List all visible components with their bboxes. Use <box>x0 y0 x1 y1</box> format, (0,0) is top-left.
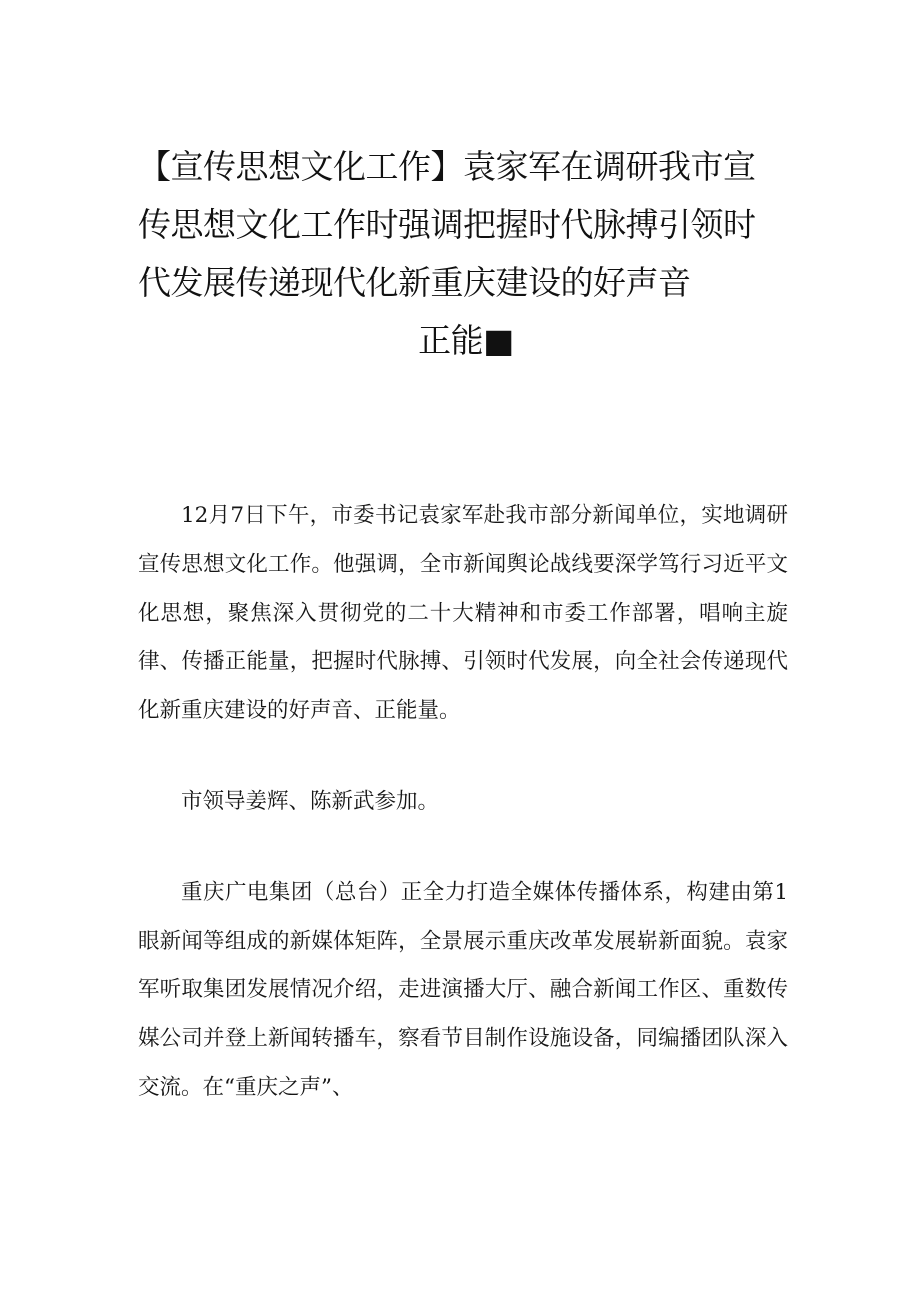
title-line-3: 代发展传递现代化新重庆建设的好声音 <box>138 263 691 302</box>
title-line-1: 【宣传思想文化工作】袁家军在调研我市宣 <box>138 147 756 186</box>
document-title <box>138 138 788 370</box>
title-line-4: 正能■ <box>418 321 514 360</box>
paragraph-attendees: 市领导姜辉、陈新武参加。 <box>181 788 440 814</box>
paragraph-broadcast-group: 重庆广电集团（总台）正全力打造全媒体传播体系，构建由第1眼新闻等组成的新媒体矩阵，全景展示重庆改革发展崭新面貌。袁家军听取集团发展情况介绍，走进演播大厅、融合新闻工作区、重数传媒公司并登上新闻转播车，察看节目制作设施设备，同编播团队深入交流。在“重庆之声”、 <box>138 879 788 1100</box>
paragraph-lead: 12月7日下午，市委书记袁家军赴我市部分新闻单位，实地调研宣传思想文化工作。他强调，全市新闻舆论战线要深学笃行习近平文化思想，聚焦深入贯彻党的二十大精神和市委工作部署，唱响主旋律、传播正能量，把握时代脉搏、引领时代发展，向全社会传递现代化新重庆建设的好声音、正能量。 <box>138 503 788 724</box>
title-line-2: 传思想文化工作时强调把握时代脉搏引领时 <box>138 205 756 244</box>
article-body <box>138 492 788 1113</box>
